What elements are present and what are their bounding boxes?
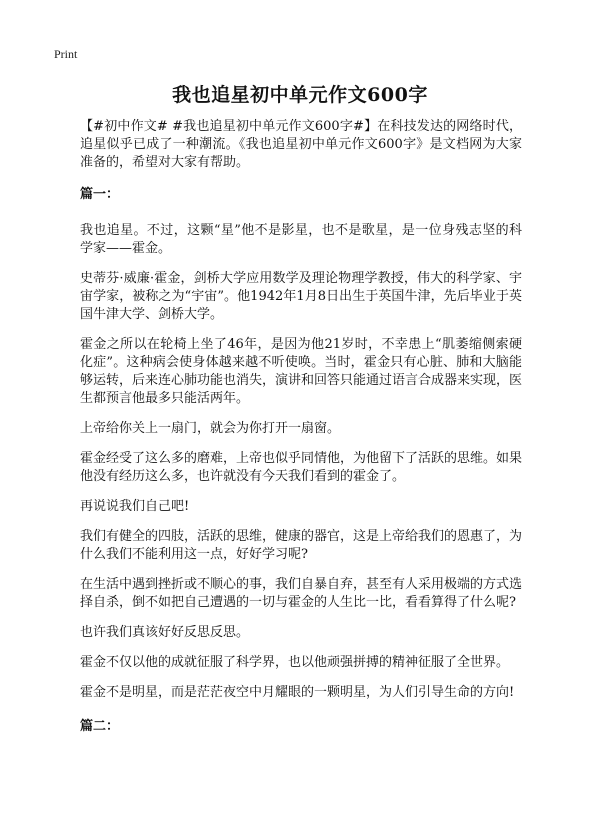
paragraph: 在生活中遇到挫折或不顺心的事，我们自暴自弃，甚至有人采用极端的方式选择自杀，倒不如把自己遭遇的一切与霍金的人生比一比，看看算得了什么呢?	[80, 577, 523, 610]
paragraph: 我也追星。不过，这颗“星”他不是影星，也不是歌星，是一位身残志坚的科学家——霍金。	[80, 223, 522, 256]
section-heading-2: 篇二：	[80, 719, 120, 734]
paragraph: 再说说我们自己吧!	[80, 499, 190, 514]
intro-paragraph: 【#初中作文# #我也追星初中单元作文600字#】在科技发达的网络时代，追星似乎已成了一种潮流。《我也追星初中单元作文600字》是文档网为大家准备的，希望对大家有帮助。	[80, 119, 522, 170]
paragraph: 霍金经受了这么多的磨难，上帝也似乎同情他，为他留下了活跃的思维。如果他没有经历这么多，也许就没有今天我们看到的霍金了。	[80, 451, 523, 484]
paragraph: 霍金不是明星，而是茫茫夜空中月耀眼的一颗明星，为人们引导生命的方向!	[80, 685, 515, 700]
paragraph: 史蒂芬·威廉·霍金，剑桥大学应用数学及理论物理学教授，伟大的科学家、宇宙学家，被称之为“宇宙”。他1942年1月8日出生于英国牛津，先后毕业于英国牛津大学、剑桥大学。	[80, 271, 522, 322]
print-link[interactable]: Print	[54, 47, 78, 61]
article-body	[80, 118, 522, 754]
section-heading-1: 篇一：	[80, 187, 120, 202]
paragraph: 霍金之所以在轮椅上坐了46年，是因为他21岁时，不幸患上“肌萎缩侧索硬化症”。这种病会使身体越来越不听使唤。当时，霍金只有心脏、肺和大脑能够运转，后来连心肺功能也消失，演讲和回答只能通过语言合成器来实现，医生都预言他最多只能活两年。	[80, 337, 523, 406]
paragraph: 我们有健全的四肢，活跃的思维，健康的器官，这是上帝给我们的恩惠了，为什么我们不能利用这一点，好好学习呢?	[80, 529, 523, 562]
page-title: 我也追星初中单元作文600字	[172, 84, 428, 106]
paragraph: 也许我们真该好好反思反思。	[80, 625, 250, 640]
paragraph: 上帝给你关上一扇门，就会为你打开一扇窗。	[80, 421, 341, 436]
paragraph: 霍金不仅以他的成就征服了科学界，也以他顽强拼搏的精神征服了全世界。	[80, 655, 510, 670]
